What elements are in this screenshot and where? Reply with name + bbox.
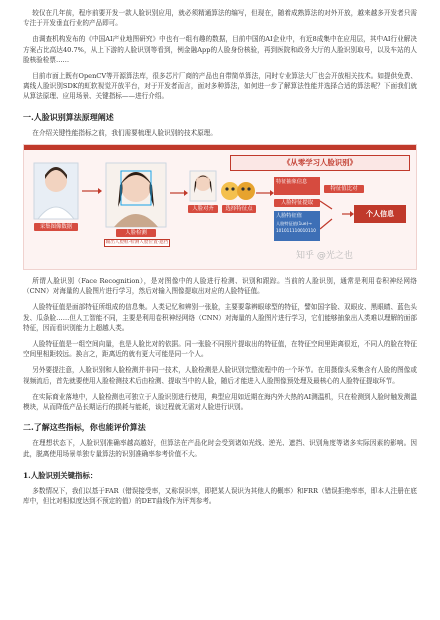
body-paragraph-5: 在实际商业落地中，人脸检测也可独立于人脸识别进行使用，典型应用如近期在海内外大热的AI测温机，只在检测到人脸时触发测温模块，从而降低产品长期运行的损耗与能耗，该过程就无需对人脸进行识别。 [23,392,417,412]
intro-paragraph-2: 由调查机构发布的《中国AI产业地图研究》中也有一组有趣的数据，目前中国的AI企业中，有近8成集中在应用层，其中AI行业解决方案占比高达40.7%，从上下游的人脸识别等看到，例金融App的人脸身份核验，再到医院和政务大厅的人脸识别取号，以及车站的人脸核验检票…… [23,35,417,64]
label-align: 人脸对齐 [188,205,218,213]
body-paragraph-4: 另外要提注意，人脸识别和人脸检测并非同一技术，人脸检测是人脸识别完整流程中的一个环节。在用摄像头采集含有人脸的图像或视频流后，首先就要使用人脸检测技术后由检测、提取当中的人脸，随后才能进入人脸图像预处理及最核心的人脸特征提取环节。 [23,366,417,385]
section-heading-key-metrics: 1.人脸识别关键指标： [23,470,98,480]
watermark: 知乎 @光之也 [296,251,353,262]
detect-photo [106,163,166,227]
key-metrics-paragraph: 多数情况下，我们以基于FAR（错误接受率，又称误识率，即把某人误识为其他人的概率）和FRR（错误拒绝率率，即本人注册在底库中，但比对相似度达到不预定的值）的DET曲线作为评判参考。 [23,487,417,506]
intro-paragraph-1: 较仅在几年前，程序前要开发一款人脸识别应用，就必须精通算法的编写，但现在，随着成熟算法的对外开放，越来越多开发者只需专注于开发垂直行业的产品即可。 [23,9,417,28]
label-feature-2: 人脸特征值 [276,213,302,220]
label-detect: 人脸检测 [116,229,156,237]
metrics-paragraph: 在理想状态下，人脸识别准确率越高越好，但算法在产品化时会受到诸如光线、逆光、遮挡、识别角度等诸多实际因素的影响。因此，脱离使用场景单独专量算法的识别准确率参考价值不大。 [23,439,417,458]
capture-photo [34,163,78,219]
face-recognition-pipeline-figure [23,144,417,270]
label-detect-note: 输出人脸框·检测人脸位置·遮挡 [105,240,169,246]
body-paragraph-1: 所谓人脸识别（Face Recognition），是对图像中的人脸进行检测、识别和跟踪。当前的人脸识别，通常是利用卷积神经网络（CNN）对海量的人脸图片进行学习，然后对输入图像提取出对应的人脸特征值。 [23,277,417,296]
feature-line-1: 人脸特征值(1ue)→ [276,221,312,227]
personal-info-box: 个人信息 [354,205,406,223]
section-lead: 在介绍关键性能指标之前，我们需要梳理人脸识别的技术原理。 [32,128,217,137]
body-paragraph-2: 人脸特征值是面部特征所组成的信息集。人类记忆和辨别一张脸，主要要靠辨眼球型的特征，譬如国字脸、双眼皮、黑眼睛、蓝色头发、瓜条脸……但人工智能不同，主要是利用卷积神经网络（CNN）对海量的人脸图片进行学习，它们能够抽象出人类难以理解的面部特征，因而看识别能力上超越人类。 [23,303,417,332]
feature-line-2: 101011110010110 [276,228,316,234]
label-capture: 采集图像数据 [34,223,78,231]
align-photo [190,171,216,201]
section-heading-metrics: 二.了解这些指标，你也能评价算法 [23,422,146,433]
feature-value-box [274,211,320,241]
section-heading-principles: 一.人脸识别算法原理阐述 [23,111,114,122]
label-compare: 选择特征点 [222,205,256,213]
label-match: 特征值比对 [324,185,364,193]
body-paragraph-3: 人脸特征值是一组空间向量，也是人脸比对的依据。同一张脸不同照片提取出的特征值，在特征空间里距离很近，不同人的脸在特征空间里相距较远。换言之，距离近的就有更大可能是同一个人。 [23,340,417,359]
feature-abstract-box [274,177,320,195]
figure-book-title: 《从零学习人脸识别》 [230,155,410,171]
label-feature-1: 特征抽象信息 [276,179,308,186]
intro-paragraph-3: 目前市面上既有OpenCV等开源算法库，很多芯片厂商的产品也自带简单算法，同时专业算法大厂也会开放相关技术。如提供免费、离线人脸识别SDK的虹软视觉开放平台，对于开发者而言，面对多种算法，如何进一步了解算法性能并选择合适的算法呢？下面我们就从算法原理、应用场景、关键指标——进行介绍。 [23,72,417,101]
mask-icons [221,182,255,200]
label-extract: 人脸特征提取 [274,199,320,207]
